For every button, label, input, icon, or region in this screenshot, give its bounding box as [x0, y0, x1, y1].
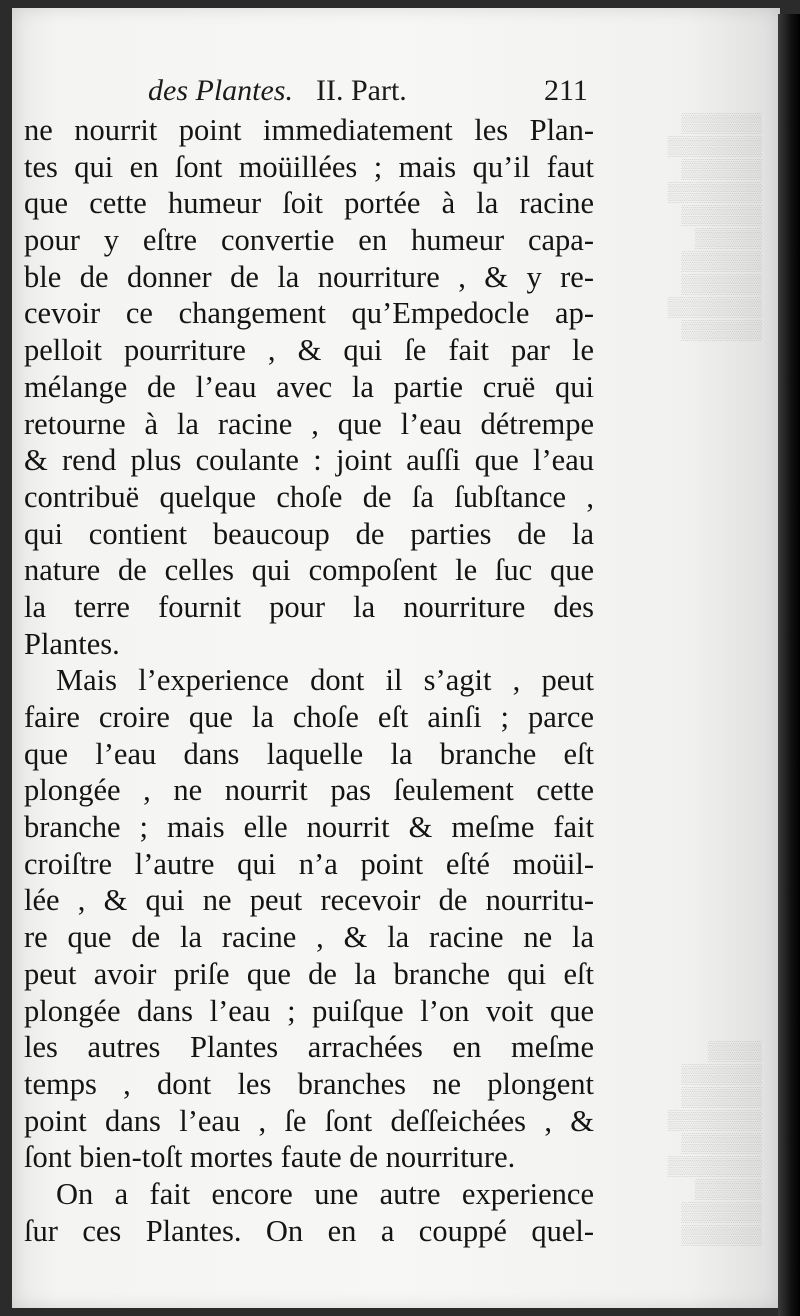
text-line: plongée , ne nourrit pas ſeulement cette: [24, 773, 594, 808]
text-line: tes qui en ſont moüillées ; mais qu’il faut: [24, 149, 594, 184]
body-text: [24, 112, 594, 1249]
page-header: [148, 74, 588, 114]
text-line: pelloit pourriture , & qui ſe fait par le: [24, 333, 594, 368]
running-head: des Plantes.: [148, 74, 293, 107]
text-line: peut avoir priſe que de la branche qui eſt: [24, 956, 594, 991]
text-line: re que de la racine , & la racine ne la: [24, 920, 594, 955]
text-line: nature de celles qui compoſent le ſuc que: [24, 553, 594, 588]
text-line: Plantes.: [24, 626, 120, 661]
text-line: contribuë quelque choſe de ſa ſubſtance ,: [24, 479, 594, 514]
text-line: cevoir ce changement qu’Empedocle ap-: [24, 296, 594, 331]
text-line: temps , dont les branches ne plongent: [24, 1066, 594, 1101]
text-line: faire croire que la choſe eſt ainſi ; parce: [24, 700, 594, 734]
text-line: point dans l’eau , ſe ſont deſſeichées , &: [24, 1103, 594, 1138]
text-line: mélange de l’eau avec la partie cruë qui: [24, 369, 594, 404]
text-line: ſont bien-toſt mortes faute de nourriture.: [24, 1140, 516, 1175]
text-line: retourne à la racine , que l’eau détrempe: [24, 406, 594, 441]
text-line: plongée dans l’eau ; puiſque l’on voit que: [24, 993, 594, 1028]
text-line: pour y eſtre convertie en humeur capa-: [24, 223, 594, 258]
text-line: lée , & qui ne peut recevoir de nourritu-: [24, 883, 594, 918]
paragraph-start-line: Mais l’experience dont il s’agit , peut: [56, 663, 594, 698]
page-gutter-shadow: [778, 14, 800, 1316]
text-line: & rend plus coulante : joint auſſi que l’eau: [24, 443, 594, 478]
text-line: que cette humeur ſoit portée à la racine: [24, 186, 594, 221]
text-line: qui contient beaucoup de parties de la: [24, 516, 594, 551]
text-line: ne nourrit point immediatement les Plan-: [24, 113, 594, 147]
text-line: croiſtre l’autre qui n’a point eſté moüil-: [24, 846, 594, 881]
text-line: la terre fournit pour la nourriture des: [24, 589, 594, 624]
text-line: les autres Plantes arrachées en meſme: [24, 1030, 594, 1065]
part-label: II. Part.: [316, 74, 407, 107]
text-line: ſur ces Plantes. On en a couppé quel-: [24, 1213, 594, 1248]
bleed-through-margin-note-top: ▒▒▒▒▒▒ ▒▒▒▒▒▒▒ ▒▒▒▒▒▒ ▒▒▒▒▒▒▒ ▒▒▒▒▒▒ ▒▒▒▒▒ ▒▒▒▒▒▒ ▒▒▒▒▒▒ ▒▒▒▒▒▒▒ ▒▒▒▒▒▒: [667, 113, 762, 341]
paragraph-start-line: On a fait encore une autre experience: [56, 1176, 594, 1211]
text-line: branche ; mais elle nourrit & meſme fait: [24, 810, 594, 845]
page-number: 211: [544, 74, 588, 107]
text-line: ble de donner de la nourriture , & y re-: [24, 259, 594, 294]
text-line: que l’eau dans laquelle la branche eſt: [24, 736, 594, 771]
bleed-through-margin-note-bottom: ▒▒▒▒ ▒▒▒▒▒▒ ▒▒▒▒▒▒ ▒▒▒▒▒▒▒ ▒▒▒▒▒▒ ▒▒▒▒▒▒▒ ▒▒▒▒▒ ▒▒▒▒▒▒ ▒▒▒▒▒▒: [667, 1041, 762, 1246]
